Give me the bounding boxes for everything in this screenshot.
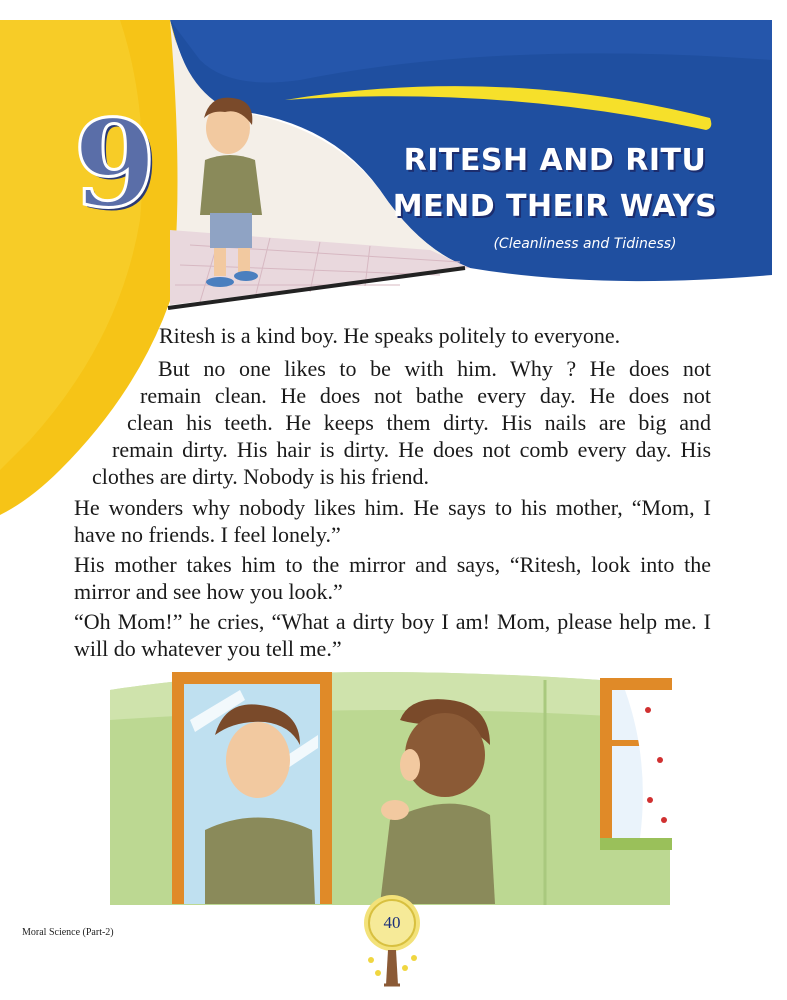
- chapter-title-line-2: MEND THEIR WAYS: [392, 189, 718, 224]
- chapter-title: [380, 138, 730, 230]
- paragraph-5: “Oh Mom!” he cries, “What a dirty boy I am! Mom, please help me. I will do whatever you tell me.”: [74, 609, 711, 661]
- chapter-number: 9: [73, 94, 157, 235]
- page-number: 40: [383, 913, 401, 932]
- paragraph-2-line-4: remain dirty. His hair is dirty. He does not comb every day. His: [112, 437, 711, 462]
- paragraph-2-line-5: clothes are dirty. Nobody is his friend.: [92, 464, 430, 489]
- book-title-footer: Moral Science (Part-2): [22, 927, 114, 938]
- chapter-subtitle: (Cleanliness and Tidiness): [493, 236, 677, 252]
- paragraph-4: His mother takes him to the mirror and says, “Ritesh, look into the mirror and see how you look.”: [74, 552, 711, 604]
- paragraph-2-line-3: clean his teeth. He keeps them dirty. His nails are big and: [127, 410, 711, 435]
- mirror: [172, 672, 332, 904]
- chapter-title-line-1: RITESH AND RITU: [403, 143, 707, 178]
- paragraph-2-line-2: remain clean. He does not bathe every day. He does not: [140, 383, 711, 408]
- paragraph-1: Ritesh is a kind boy. He speaks politely to everyone.: [159, 323, 621, 348]
- window: [600, 678, 672, 850]
- paragraph-3: He wonders why nobody likes him. He says to his mother, “Mom, I have no friends. I feel lonely.”: [74, 495, 711, 547]
- paragraph-2-line-1: But no one likes to be with him. Why ? He does not: [158, 356, 711, 381]
